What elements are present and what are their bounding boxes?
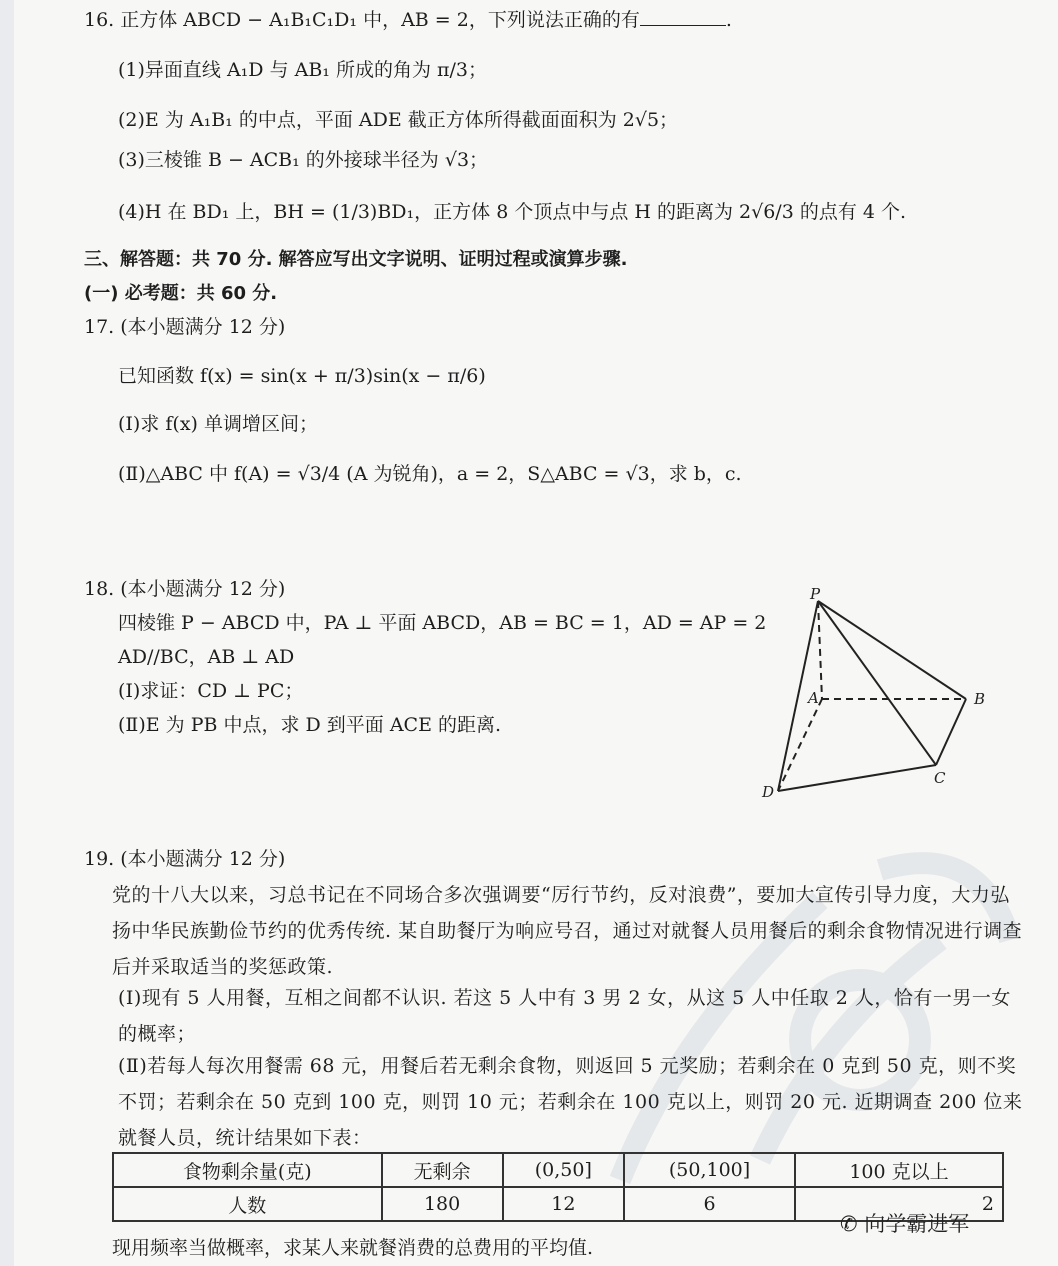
q19-part-1: (Ⅰ)现有 5 人用餐，互相之间都不认识. 若这 5 人中有 3 男 2 女，从这 5 人中任取 2 人，恰有一男一女的概率； <box>118 987 1011 1045</box>
q16-statement-3: (3)三棱锥 B − ACB₁ 的外接球半径为 √3； <box>118 149 489 171</box>
edge-PB <box>818 601 966 699</box>
edge-PA <box>818 601 822 699</box>
edge-AD <box>778 699 822 791</box>
section-subheading: (一) 必考题：共 60 分. <box>84 283 278 304</box>
table-cell: 2 <box>795 1187 1003 1221</box>
q17-part-2: (Ⅱ)△ABC 中 f(A) = √3/4 (A 为锐角)，a = 2，S△ABC = √3，求 b，c. <box>118 463 742 485</box>
table-cell: 6 <box>624 1187 795 1221</box>
q18-line-1: 四棱锥 P − ABCD 中，PA ⊥ 平面 ABCD，AB = BC = 1，AD = AP = 2 <box>118 612 767 634</box>
table-header-cell: 无剩余 <box>382 1153 503 1187</box>
label-P: P <box>810 585 821 603</box>
q16-statement-2: (2)E 为 A₁B₁ 的中点，平面 ADE 截正方体所得截面面积为 2√5； <box>118 109 679 131</box>
q17-heading: 17. (本小题满分 12 分) <box>84 316 286 338</box>
table-header-cell: 食物剩余量(克) <box>113 1153 382 1187</box>
q16-statement-4: (4)H 在 BD₁ 上，BH = (1/3)BD₁，正方体 8 个顶点中与点 H 的距离为 2√6/3 的点有 4 个. <box>118 201 907 223</box>
section-heading: 三、解答题：共 70 分. 解答应写出文字说明、证明过程或演算步骤. <box>84 249 628 270</box>
label-A: A <box>808 689 819 707</box>
q19-part-2: (Ⅱ)若每人每次用餐需 68 元，用餐后若无剩余食物，则返回 5 元奖励；若剩余在 0 克到 50 克，则不奖不罚；若剩余在 50 克到 100 克，则罚 10 元；若剩余在 100 克以上，则罚 20 元. 近期调查 200 位来就餐人员，统计结果如下表： <box>118 1055 1023 1149</box>
label-D: D <box>762 783 775 800</box>
table-header-cell: (50,100] <box>624 1153 795 1187</box>
account-watermark: ✆ 向学霸进军 <box>840 1212 970 1236</box>
table-cell: 180 <box>382 1187 503 1221</box>
edge-BC <box>936 699 966 765</box>
q16-statement-1: (1)异面直线 A₁D 与 AB₁ 所成的角为 π/3； <box>118 59 487 81</box>
edge-CD <box>778 765 936 791</box>
pyramid-figure <box>752 585 1002 800</box>
table-cell: 12 <box>503 1187 624 1221</box>
q18-part-2: (Ⅱ)E 为 PB 中点，求 D 到平面 ACE 的距离. <box>118 714 502 736</box>
q19-footer: 现用频率当做概率，求某人来就餐消费的总费用的平均值. <box>112 1237 594 1259</box>
q19-heading: 19. (本小题满分 12 分) <box>84 848 286 870</box>
q17-given: 已知函数 f(x) = sin(x + π/3)sin(x − π/6) <box>118 365 486 387</box>
q17-part-1: (Ⅰ)求 f(x) 单调增区间； <box>118 413 318 435</box>
label-B: B <box>974 690 986 708</box>
q18-part-1: (Ⅰ)求证：CD ⊥ PC； <box>118 680 304 702</box>
left-page-edge <box>0 0 14 1266</box>
table-row-label: 人数 <box>113 1187 382 1221</box>
wechat-icon: ✆ <box>840 1212 858 1236</box>
label-C: C <box>934 769 946 787</box>
edge-PC <box>818 601 936 765</box>
q19-intro: 党的十八大以来，习总书记在不同场合多次强调要“厉行节约，反对浪费”，要加大宣传引导力度，大力弘扬中华民族勤俭节约的优秀传统. 某自助餐厅为响应号召，通过对就餐人员用餐后的剩余食物情况进行调查后并采取适当的奖惩政策. <box>112 884 1023 978</box>
q16-stem: 16. 正方体 ABCD − A₁B₁C₁D₁ 中，AB = 2，下列说法正确的有 . <box>84 9 732 31</box>
table-header-row <box>113 1153 1003 1187</box>
q18-heading: 18. (本小题满分 12 分) <box>84 578 286 600</box>
table-header-cell: 100 克以上 <box>795 1153 1003 1187</box>
table-header-cell: (0,50] <box>503 1153 624 1187</box>
q18-line-2: AD//BC，AB ⊥ AD <box>118 646 295 668</box>
